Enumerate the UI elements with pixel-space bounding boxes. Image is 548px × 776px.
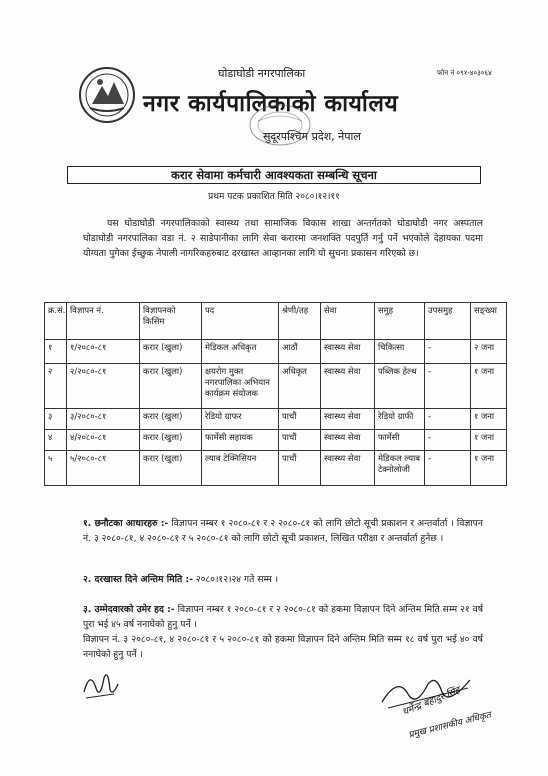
table-row — [45, 451, 507, 486]
table-cell: १ जना — [471, 451, 507, 486]
initials-signature-icon — [80, 664, 120, 702]
table-cell: १ जना — [471, 364, 507, 409]
table-cell: - — [425, 451, 471, 486]
table-cell: स्वास्थ्य सेवा — [321, 451, 375, 486]
table-cell: फार्मेसी — [375, 430, 425, 451]
table-cell: स्वास्थ्य सेवा — [321, 340, 375, 364]
signer-name: धर्मेन्द्र बहादुर सिंह — [400, 684, 462, 719]
office-name: नगर कार्यपालिकाको कार्यालय — [143, 91, 399, 117]
table-row — [45, 409, 507, 430]
table-cell: ४ — [45, 430, 67, 451]
table-cell: स्वास्थ्य सेवा — [321, 430, 375, 451]
table-row — [45, 364, 507, 409]
publish-date: प्रथम पटक प्रकाशित मिति २०८०।१२।११ — [208, 192, 340, 202]
table-cell: मेडिकल ल्याब टेक्नोलोजी — [375, 451, 425, 486]
municipality-emblem-icon — [78, 66, 136, 124]
table-cell: २ जना — [471, 340, 507, 364]
table-cell: ५/२०८०-८१ — [67, 451, 140, 486]
table-cell: ५ — [45, 451, 67, 486]
vacancy-table — [44, 302, 507, 486]
table-cell: ल्याब टेक्निसियन — [202, 451, 279, 486]
table-cell: पब्लिक हेल्थ — [375, 364, 425, 409]
table-cell: क्षयरोग मुक्त नगरपालिका अभियान कार्यक्रम संयोजक — [202, 364, 279, 409]
header-cell: उपसमुह — [425, 303, 471, 340]
notice-title-box — [67, 166, 481, 184]
table-cell: - — [425, 340, 471, 364]
selection-basis-section — [83, 516, 483, 546]
table-cell: ४/२०८०-८१ — [67, 430, 140, 451]
header-cell: विज्ञापनको किसिम — [140, 303, 202, 340]
section-text: विज्ञापन नम्बर १ २०८०-८१ र २ २०८०-८१ को हकमा विज्ञापन दिने अन्तिम मिति सम्म २१ वर्ष पुरा भई ४५ वर्ष ननाघेको हुनु पर्ने । — [83, 604, 484, 630]
header-cell: पद — [202, 303, 279, 340]
table-row — [45, 340, 507, 364]
table-cell: आठौं — [279, 340, 321, 364]
intro-paragraph: यस घोडाघोडी नगरपालिकाको स्वास्थ्य तथा सामाजिक विकास शाखा अन्तर्गतको घोडाघोडी नगर अस्पताल घोडाघोडी नगरपालिका वडा नं. २ साडेपानीका लागि सेवा करारमा जनशक्ति पदपुर्ति गर्नु पर्ने भएकोले देहायका पदमा योग्यता पुगेका ईच्छुक नेपाली नागरिकहरुबाट दरखास्त आव्हानका लागि यो सुचना प्रकासन गरिएको छ। — [83, 218, 483, 259]
signer-designation: प्रमुख प्रशासकीय अधिकृत — [407, 710, 493, 741]
province-name: सुदूरपश्चिम प्रदेश, नेपाल — [263, 130, 361, 143]
table-cell: करार (खुला) — [140, 430, 202, 451]
header-cell: सङ्ख्या — [471, 303, 507, 340]
section-label: २. दरखास्त दिने अन्तिम मिति :- — [83, 574, 193, 585]
notice-title: करार सेवामा कर्मचारी आवश्यकता सम्बन्धि सूचना — [171, 168, 377, 182]
municipality-name: घोडाघोडी नगरपालिका — [218, 67, 306, 80]
section-text: २०८०।१२।२४ गते सम्म । — [195, 574, 279, 585]
age-limit-section — [83, 602, 483, 632]
table-cell: पाचौं — [279, 409, 321, 430]
table-cell: स्वास्थ्य सेवा — [321, 409, 375, 430]
table-cell: १ — [45, 340, 67, 364]
table-cell: फार्मेसी सहायक — [202, 430, 279, 451]
table-cell: - — [425, 430, 471, 451]
table-cell: - — [425, 364, 471, 409]
table-cell: चिकित्सा — [375, 340, 425, 364]
deadline-section — [83, 572, 483, 587]
table-cell: ३ — [45, 409, 67, 430]
header-cell: सेवा — [321, 303, 375, 340]
table-cell: - — [425, 409, 471, 430]
table-cell: २/२०८०-८१ — [67, 364, 140, 409]
table-cell: ३/२०८०-८१ — [67, 409, 140, 430]
age-limit-section-cont: विज्ञापन नं. ३ २०८०-८१, ४ २०८०-८१ र ५ २०८०-८१ को हकमा विज्ञापन दिने अन्तिम मिति सम्म १८ वर्ष पुरा भई ४० वर्ष ननाघेको हुनु पर्ने । — [83, 634, 483, 660]
table-cell: रेडियो ग्राफी — [375, 409, 425, 430]
table-cell: १ जना — [471, 430, 507, 451]
table-cell: मेडिकल अधिकृत — [202, 340, 279, 364]
table-cell: २ — [45, 364, 67, 409]
table-cell: करार (खुला) — [140, 364, 202, 409]
header-cell: श्रेणी/तह — [279, 303, 321, 340]
table-header-row — [45, 303, 507, 340]
table-cell: पाचौं — [279, 430, 321, 451]
office-stamp-icon — [248, 103, 312, 147]
phone-number: फोन नं ०९१-४०३०६४ — [437, 69, 492, 77]
table-cell: करार (खुला) — [140, 340, 202, 364]
section-text: विज्ञापन नम्बर १ २०८०-८१ र २ २०८०-८१ को लागि छोटो सूची प्रकाशन र अन्तर्वार्ता । विज्ञापन नं. ३ २०८०-८१, ४ २०८०-८१ र ५ २०८०-८१ को लागि छोटो सूची प्रकाशन, लिखित परीक्षा र अन्तर्वार्ता हुनेछ । — [83, 518, 483, 544]
table-cell: १ जना — [471, 409, 507, 430]
header-cell: विज्ञापन नं. — [67, 303, 140, 340]
table-cell: स्वास्थ्य सेवा — [321, 364, 375, 409]
section-label: १. छनौटका आधारहरु :- — [83, 518, 169, 529]
table-cell: रेडियो ग्राफर — [202, 409, 279, 430]
table-cell: १/२०८०-८१ — [67, 340, 140, 364]
header-cell: समुह — [375, 303, 425, 340]
table-cell: अधिकृत — [279, 364, 321, 409]
table-cell: करार (खुला) — [140, 451, 202, 486]
table-cell: पाचौं — [279, 451, 321, 486]
table-cell: करार (खुला) — [140, 409, 202, 430]
header-cell: क्र.सं. — [45, 303, 67, 340]
table-row — [45, 430, 507, 451]
section-label: ३. उम्मेदवारको उमेर हद :- — [83, 604, 175, 615]
